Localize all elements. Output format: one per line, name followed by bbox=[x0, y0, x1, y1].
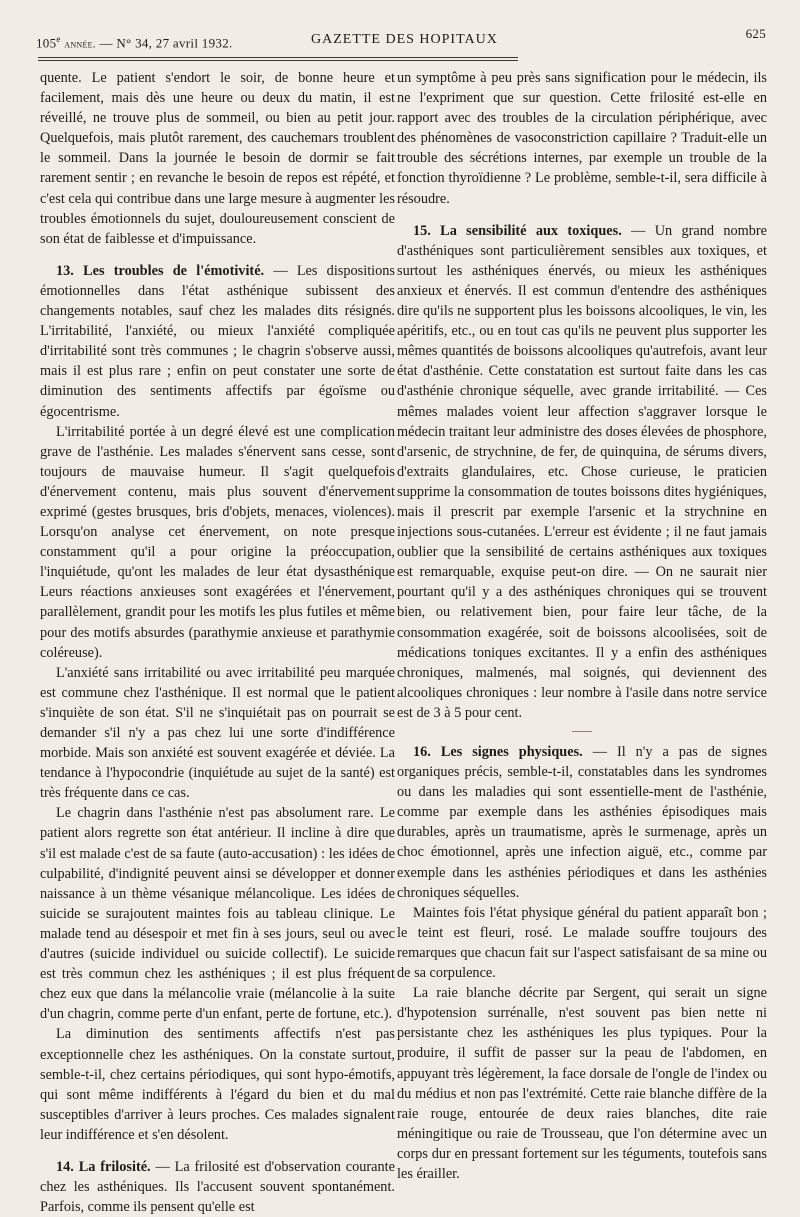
section-15-intro bbox=[397, 221, 767, 723]
page-header bbox=[36, 26, 766, 56]
section-14-title: 14. La frilosité. bbox=[56, 1158, 151, 1175]
year-number: 105 bbox=[36, 35, 57, 51]
header-rule bbox=[38, 57, 518, 58]
paragraph: Le chagrin dans l'asthénie n'est pas absolument rare. Le patient alors regrette son état antérieur. Il incline à dire que s'il est malade c'est de sa faute (auto-accusation) : les idées de culpabilité, d'indignité peuvent ainsi se développer et donner naissance à un thème vésanique mélancolique. Les idées de suicide se surajoutent maintes fois au tableau clinique. Le malade tend au désespoir et met fin à ses jours, seul ou avec d'autres (suicide individuel ou suicide collectif). Le suicide est très commun chez les asthéniques ; il est plus fréquent chez eux que dans la mélancolie vraie (mélancolie à la suite d'un chagrin, comme perte d'un enfant, perte de fortune, etc.). bbox=[40, 805, 395, 1023]
section-14-intro bbox=[40, 1157, 395, 1217]
paragraph: L'anxiété sans irritabilité ou avec irritabilité peu marquée est commune chez l'asthénique. Il est normal que le patient s'inquiète de son état. S'il ne s'inquiétait pas on pourrait se demander s'il n'y a pas chez lui une sorte d'indifférence morbide. Mais son anxiété est souvent exagérée et déviée. La tendance à l'hypocondrie (inquiétude au sujet de la santé) est très fréquente dans ce cas. bbox=[40, 664, 395, 802]
page-number: 625 bbox=[745, 26, 766, 41]
header-rule-second bbox=[38, 60, 518, 61]
section-divider bbox=[572, 731, 592, 732]
journal-title: GAZETTE DES HOPITAUX bbox=[311, 32, 498, 47]
left-column bbox=[40, 68, 395, 1217]
paragraph: Maintes fois l'état physique général du patient apparaît bon ; le teint est fleuri, rosé. Le malade souffre toujours des remarques que chacun fait sur l'aspect satisfaisant de sa mine ou de sa corpulence. bbox=[397, 904, 767, 982]
paragraph: L'irritabilité portée à un degré élevé est une complication grave de l'asthénie. Les malades s'énervent sans cesse, sont toujours de mauvaise humeur. Il s'agit quelquefois d'énervement contenu, mais plus souvent d'énervement exprimé (gestes brusques, bris d'objets, menaces, violences). Lorsqu'on analyse cet énervement, on note presque constamment qu'il a pour origine la préoccupation, l'inquiétude, qu'ont les malades de leur état dysasthénique Leurs réactions anxieuses sont exagérées et l'énervement, parallèlement, grandit pour les motifs les plus futiles et même pour des motifs absurdes (parathymie anxieuse et parathymie coléreuse). bbox=[40, 423, 395, 661]
paragraph: un symptôme à peu près sans signification pour le médecin, ils ne l'expriment que sur question. Cette frilosité est-elle en rapport avec des troubles de la circulation périphérique, avec des phénomènes de vasoconstriction capillaire ? Traduit-elle un trouble des sécrétions internes, par exemple un trouble de la fonction thyroïdienne ? Le problème, semble-t-il, sera difficile à résoudre. bbox=[397, 70, 767, 207]
section-16-intro bbox=[397, 742, 767, 903]
section-15-title: 15. La sensibilité aux toxiques. bbox=[413, 222, 622, 239]
section-16-title: 16. Les signes physiques. bbox=[413, 744, 583, 760]
section-15-text: — Un grand nombre d'asthéniques sont particulièrement sensibles aux toxiques, et surtout les asthéniques énervés, ou mieux les asthéniques anxieux et énervés. Il est commun d'entendre des asthéniques dire qu'ils ne supportent plus les boissons alcooliques, le vin, les apéritifs, etc., ou en tout cas qu'ils ne peuvent plus supporter les mêmes quantités de boissons alcooliques qu'autrefois, avant leur état d'asthénie. Cette constatation est surtout faite dans les cas d'asthénie chronique séquelle, avec grande irritabilité. — Ces mêmes malades voient leur affection s'aggraver lorsque le médecin traitant leur administre des doses élevées de phosphore, d'arsenic, de strychnine, de fer, de quinquina, de sérums divers, d'extraits glandulaires, etc. Chose curieuse, le praticien supprime la consommation de toutes boissons dites hygiéniques, mais il prescrit par exemple l'arsenic et la strychnine en injections sous-cutanées. L'erreur est évidente ; il ne faut jamais oublier que la sensibilité de certains asthéniques aux toxiques est remarquable, exquise peut-on dire. — On ne saurait nier pourtant qu'il y a des asthéniques chroniques qui se trouvent bien, ou relativement bien, pour faire leur tâche, de la consommation exagérée, soit de boissons alcoolisées, soit de médications toniques excitantes. Il y a enfin des asthéniques chroniques, malmenés, mal soignés, qui deviennent des alcooliques chroniques : leur nombre à l'asile dans notre service est de 3 à 5 pour cent. bbox=[397, 222, 767, 721]
section-13-intro bbox=[40, 261, 395, 422]
section-13-title: 13. Les troubles de l'émotivité. bbox=[56, 262, 265, 279]
annee-label: année. bbox=[64, 38, 96, 51]
year-suffix: e bbox=[56, 34, 61, 44]
paragraph: La raie blanche décrite par Sergent, qui serait un signe d'hypotension surrénalle, n'est souvent pas bien nette ni persistante chez les asthéniques les plus typiques. Pour la produire, il suffit de passer sur la peau de l'abdomen, en appuyant très légèrement, la face dorsale de l'ongle de l'index ou du médius et non pas l'extrémité. Cette raie blanche diffère de la raie rouge, entourée de deux raies blanches, dite raie méningitique ou raie de Trousseau, que l'on détermine avec un corps dur en pressant fortement sur les téguments, toutefois sans les érailler. bbox=[397, 985, 767, 1182]
issue-date: — N° 34, 27 avril 1932. bbox=[99, 35, 233, 51]
paragraph: quente. Le patient s'endort le soir, de bonne heure et facilement, mais dès une heure ou deux du matin, il est réveillé, ne trouve plus de sommeil, ou bien au petit jour. Quelquefois, mais plutôt rarement, des cauchemars troublent le sommeil. Dans la journée le besoin de dormir se fait rarement sentir ; en revanche le besoin de repos est répété, et c'est cela qui contribue dans une large mesure à augmenter les troubles émotionnels du sujet, douloureusement conscient de son état de faiblesse et d'impuissance. bbox=[40, 70, 395, 247]
right-column bbox=[397, 68, 767, 1184]
section-16-text: — Il n'y a pas de signes organiques précis, semble-t-il, constatables dans les syndromes ou dans les maladies qui sont essentielle-ment de l'asthénie, comme par exemple dans les asthénies épisodiques mais durables, après un traumatisme, après le surmenage, après un choc émotionnel, après une infection aiguë, etc., comme par exemple dans les asthénies périodiques et dans les asthénies chroniques séquelles. bbox=[397, 744, 768, 901]
section-14-text: — La frilosité est d'observation courante chez les asthéniques. Ils l'accusent souvent spontanément. Parfois, comme ils pensent qu'elle est bbox=[40, 1158, 395, 1216]
paragraph: La diminution des sentiments affectifs n'est pas exceptionnelle chez les asthéniques. On la constate surtout, semble-t-il, chez certains périodiques, qui sont hypo-émotifs, qui sont même indifférents à l'égard du bien et du mal susceptibles d'arriver à leurs proches. Ces malades signalent leur indifférence et s'en désolent. bbox=[40, 1026, 395, 1143]
section-13-text: — Les dispositions émotionnelles dans l'état asthénique subissent des changements notables, sauf chez les malades dits résignés. L'irritabilité, l'anxiété, ou mieux l'anxiété compliquée d'irritabilité sont très communes ; le chagrin s'observe aussi, mais il est plus rare ; enfin on peut constater une sorte de diminution des sentiments affectifs par égoïsme ou égocentrisme. bbox=[40, 262, 395, 420]
issue-line bbox=[36, 34, 233, 51]
